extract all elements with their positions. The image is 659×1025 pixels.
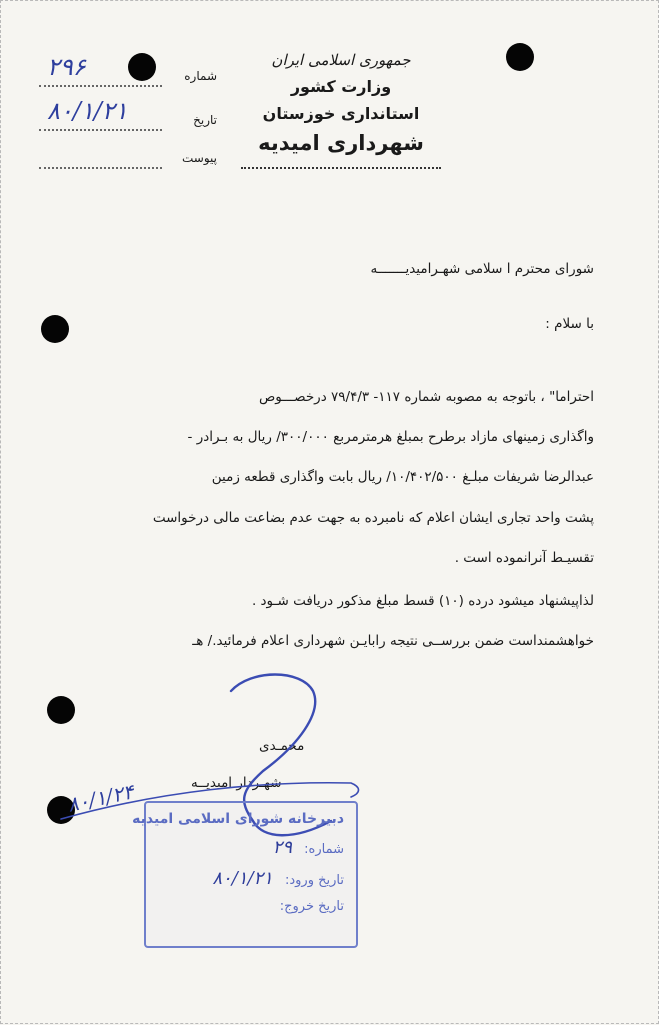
emblem-text: جمهوری اسلامی ایران bbox=[271, 51, 411, 69]
stamp-title: دبیرخانه شورای اسلامی امیدیه bbox=[132, 811, 344, 827]
punch-hole bbox=[47, 696, 75, 724]
greeting: با سلام : bbox=[545, 316, 594, 332]
letterhead-divider bbox=[241, 167, 441, 169]
municipality-title: شهرداری امیدیه bbox=[258, 131, 424, 155]
date-handwritten: ۸۰/۱/۲۱ bbox=[47, 97, 128, 125]
letter-line: احتراما" ، باتوجه به مصوبه شماره ۱۱۷- ۷۹/۴/۳ درخصـــوص bbox=[258, 389, 594, 405]
letter-line: پشت واحد تجاری ایشان اعلام که نامبرده به جهت عدم بضاعت مالی درخواست bbox=[152, 510, 594, 526]
stamp-entry-date-label: تاریخ ورود: bbox=[284, 873, 344, 888]
ministry-title: وزارت کشور bbox=[290, 77, 392, 96]
punch-hole bbox=[506, 43, 534, 71]
stamp-entry-date-row bbox=[158, 868, 344, 889]
letter-line: تقسیـط آنرانموده است . bbox=[454, 550, 594, 566]
attachment-field bbox=[39, 147, 217, 173]
letterhead bbox=[221, 51, 461, 169]
signer-title: شهـردار امیدیــه bbox=[191, 775, 282, 791]
stamp-number-row bbox=[158, 837, 344, 858]
stamp-number-label: شماره: bbox=[304, 842, 344, 857]
letter-line: واگذاری زمینهای مازاد برطرح بمبلغ هرمترمربع ۳۰۰/۰۰۰/ ریال به بـرادر - bbox=[187, 429, 594, 445]
handwritten-note: ۸۰/۱/۲۴ bbox=[65, 779, 136, 817]
stamp-exit-date-row bbox=[158, 899, 344, 914]
secretariat-stamp bbox=[132, 801, 358, 948]
letter-line: عبدالرضا شریفات مبلـغ ۱۰/۴۰۲/۵۰۰/ ریال بابت واگذاری قطعه زمین bbox=[211, 469, 594, 485]
number-handwritten: ۲۹۶ bbox=[47, 53, 86, 81]
number-field bbox=[39, 53, 217, 91]
dotted-line bbox=[39, 167, 162, 169]
number-label: شماره bbox=[184, 69, 217, 83]
dotted-line bbox=[39, 129, 162, 131]
date-field bbox=[39, 97, 217, 135]
date-label: تاریخ bbox=[193, 113, 217, 127]
stamp-exit-date-label: تاریخ خروج: bbox=[279, 899, 344, 914]
governorate-title: استانداری خوزستان bbox=[262, 104, 420, 123]
dotted-line bbox=[39, 85, 162, 87]
letter-line: لذاپیشنهاد میشود درده (۱۰) قسط مبلغ مذکور دریافت شـود . bbox=[251, 593, 594, 609]
letter-line: خواهشمنداست ضمن بررســی نتیجه رابایـن شهرداری اعلام فرمائید./ هـ bbox=[192, 633, 594, 649]
stamp-number-value: ۲۹ bbox=[272, 837, 293, 858]
stamp-entry-date-value: ۸۰/۱/۲۱ bbox=[212, 868, 273, 889]
addressee: شورای محترم ا سلامی شهـرامیدیـــــــه bbox=[370, 261, 594, 277]
attachment-label: پیوست bbox=[182, 151, 217, 165]
signer-name: محمـدی bbox=[259, 738, 305, 754]
